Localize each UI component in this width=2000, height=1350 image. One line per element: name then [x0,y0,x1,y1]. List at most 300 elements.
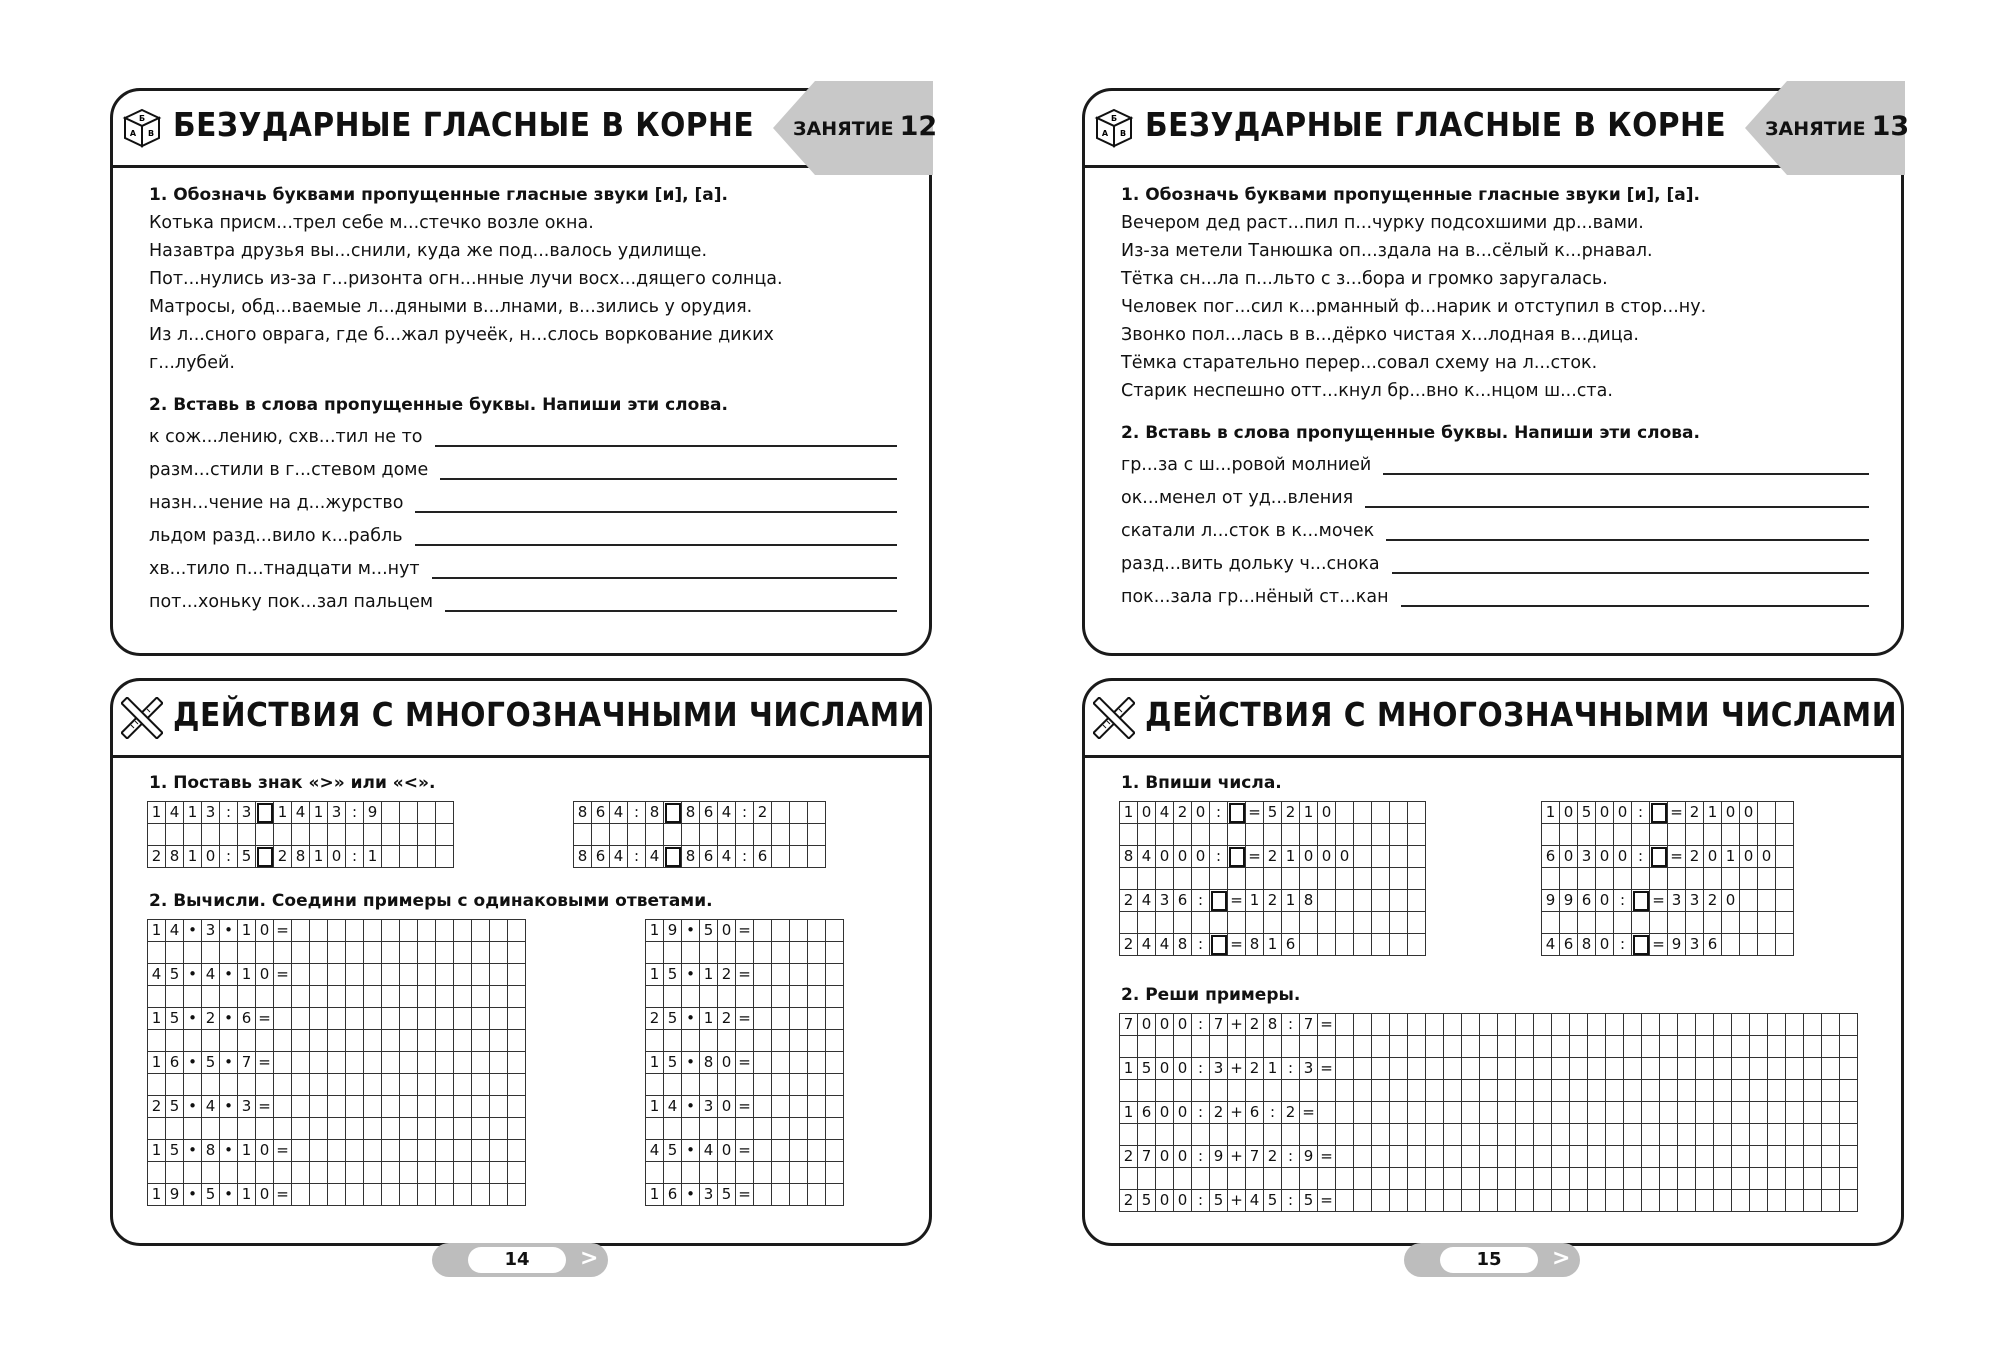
grid-cell[interactable] [436,1096,454,1118]
grid-cell[interactable]: = [736,1184,754,1206]
grid-cell[interactable]: 3 [1578,846,1596,868]
grid-cell[interactable]: = [736,1140,754,1162]
grid-cell[interactable] [718,986,736,1008]
grid-cell[interactable] [754,1096,772,1118]
grid-cell[interactable] [1120,1036,1138,1058]
grid-cell[interactable]: 0 [256,964,274,986]
grid-cell[interactable] [1390,912,1408,934]
grid-cell[interactable]: 8 [574,846,592,868]
grid-cell[interactable]: : [1282,1014,1300,1036]
grid-cell[interactable] [1614,868,1632,890]
grid-cell[interactable] [328,1052,346,1074]
grid-cell[interactable] [1336,934,1354,956]
grid-cell[interactable] [1210,824,1228,846]
grid-cell[interactable]: 2 [754,802,772,824]
grid-cell[interactable] [1776,868,1794,890]
grid-cell[interactable] [1372,802,1390,824]
grid-cell[interactable] [1498,1014,1516,1036]
grid-cell[interactable] [274,1030,292,1052]
grid-cell[interactable] [508,1140,526,1162]
grid-cell[interactable]: : [1282,1058,1300,1080]
grid-cell[interactable] [274,986,292,1008]
grid-cell[interactable]: 6 [1704,934,1722,956]
grid-cell[interactable]: 0 [718,1140,736,1162]
grid-cell[interactable] [592,824,610,846]
grid-cell[interactable] [1174,1036,1192,1058]
grid-cell[interactable] [436,986,454,1008]
grid-cell[interactable] [1776,934,1794,956]
grid-cell[interactable]: 8 [1246,934,1264,956]
grid-cell[interactable]: 1 [148,802,166,824]
grid-cell[interactable] [1632,890,1650,912]
grid-cell[interactable] [292,1008,310,1030]
grid-cell[interactable] [418,1052,436,1074]
grid-cell[interactable] [682,1074,700,1096]
grid-cell[interactable] [1606,1168,1624,1190]
grid-cell[interactable] [1606,1058,1624,1080]
grid-cell[interactable] [1480,1168,1498,1190]
grid-cell[interactable] [472,1184,490,1206]
grid-cell[interactable] [256,1030,274,1052]
grid-cell[interactable] [1786,1014,1804,1036]
grid-cell[interactable] [1822,1190,1840,1212]
grid-cell[interactable] [1758,868,1776,890]
grid-cell[interactable]: 1 [148,1184,166,1206]
grid-cell[interactable]: + [1228,1190,1246,1212]
grid-cell[interactable]: = [274,1184,292,1206]
grid-cell[interactable] [472,1118,490,1140]
grid-cell[interactable] [1372,1014,1390,1036]
grid-cell[interactable] [418,1162,436,1184]
grid-cell[interactable] [382,1074,400,1096]
grid-cell[interactable] [310,1030,328,1052]
grid-cell[interactable]: 4 [166,802,184,824]
grid-cell[interactable] [508,1184,526,1206]
grid-cell[interactable] [700,986,718,1008]
grid-cell[interactable] [1570,1190,1588,1212]
grid-cell[interactable] [1300,1168,1318,1190]
grid-cell[interactable]: 1 [700,964,718,986]
grid-cell[interactable] [1336,802,1354,824]
grid-cell[interactable]: 2 [1264,1146,1282,1168]
grid-cell[interactable]: 6 [664,1184,682,1206]
grid-cell[interactable] [184,1074,202,1096]
answer-line[interactable] [1386,521,1869,541]
grid-cell[interactable]: : [1282,1190,1300,1212]
grid-cell[interactable] [490,1118,508,1140]
compare-grid-right[interactable] [573,801,826,868]
grid-cell[interactable] [1210,934,1228,956]
grid-cell[interactable]: 9 [664,920,682,942]
grid-cell[interactable] [808,1008,826,1030]
grid-cell[interactable] [382,1184,400,1206]
grid-cell[interactable] [1192,912,1210,934]
grid-cell[interactable]: 2 [1246,1058,1264,1080]
grid-cell[interactable] [166,1074,184,1096]
grid-cell[interactable]: 0 [256,920,274,942]
grid-cell[interactable]: 0 [256,1140,274,1162]
grid-cell[interactable] [1498,1102,1516,1124]
grid-cell[interactable] [148,986,166,1008]
grid-cell[interactable]: 4 [718,802,736,824]
grid-cell[interactable] [364,942,382,964]
grid-cell[interactable]: 6 [1174,890,1192,912]
grid-cell[interactable]: 2 [1686,802,1704,824]
grid-cell[interactable] [1624,1124,1642,1146]
grid-cell[interactable] [1606,1014,1624,1036]
grid-cell[interactable] [1552,1080,1570,1102]
grid-cell[interactable] [418,1140,436,1162]
grid-cell[interactable]: 1 [184,802,202,824]
grid-cell[interactable] [454,942,472,964]
grid-cell[interactable]: + [1228,1058,1246,1080]
grid-cell[interactable] [790,1184,808,1206]
grid-cell[interactable] [292,1184,310,1206]
grid-cell[interactable] [1840,1102,1858,1124]
grid-cell[interactable] [166,942,184,964]
grid-cell[interactable] [1740,912,1758,934]
grid-cell[interactable] [826,1184,844,1206]
write-line[interactable] [149,493,897,513]
grid-cell[interactable]: 5 [1138,1190,1156,1212]
grid-cell[interactable] [790,1162,808,1184]
grid-cell[interactable] [1354,912,1372,934]
grid-cell[interactable] [1318,1124,1336,1146]
grid-cell[interactable] [220,942,238,964]
grid-cell[interactable] [826,1052,844,1074]
grid-cell[interactable] [826,1162,844,1184]
grid-cell[interactable] [1318,934,1336,956]
grid-cell[interactable] [1840,1058,1858,1080]
grid-cell[interactable] [454,1074,472,1096]
grid-cell[interactable] [1516,1058,1534,1080]
grid-cell[interactable] [1480,1014,1498,1036]
grid-cell[interactable] [682,1162,700,1184]
grid-cell[interactable]: 9 [1542,890,1560,912]
grid-cell[interactable] [490,964,508,986]
grid-cell[interactable] [364,1074,382,1096]
grid-cell[interactable] [1696,1124,1714,1146]
grid-cell[interactable]: 0 [1174,1102,1192,1124]
grid-cell[interactable] [400,1096,418,1118]
grid-cell[interactable]: 2 [1174,802,1192,824]
grid-cell[interactable] [328,920,346,942]
grid-cell[interactable] [682,986,700,1008]
grid-cell[interactable] [1336,1058,1354,1080]
grid-cell[interactable] [256,1118,274,1140]
grid-cell[interactable] [1372,1102,1390,1124]
grid-cell[interactable] [1354,890,1372,912]
grid-cell[interactable] [1660,1058,1678,1080]
grid-cell[interactable] [1372,824,1390,846]
write-line[interactable] [1121,521,1869,541]
grid-cell[interactable]: 5 [718,1184,736,1206]
grid-cell[interactable] [1686,912,1704,934]
grid-cell[interactable] [1390,802,1408,824]
grid-cell[interactable] [1156,1036,1174,1058]
grid-cell[interactable] [772,1184,790,1206]
grid-cell[interactable]: 4 [664,1096,682,1118]
grid-cell[interactable] [1840,1036,1858,1058]
grid-cell[interactable] [1570,1146,1588,1168]
grid-cell[interactable] [1758,934,1776,956]
grid-cell[interactable] [472,1162,490,1184]
grid-cell[interactable] [1840,1124,1858,1146]
grid-cell[interactable] [682,1118,700,1140]
grid-cell[interactable] [490,942,508,964]
grid-cell[interactable] [472,1140,490,1162]
grid-cell[interactable] [364,824,382,846]
grid-cell[interactable] [274,1096,292,1118]
grid-cell[interactable] [382,986,400,1008]
grid-cell[interactable] [808,824,826,846]
grid-cell[interactable] [808,1052,826,1074]
grid-cell[interactable]: = [1318,1146,1336,1168]
grid-cell[interactable] [826,964,844,986]
grid-cell[interactable] [1822,1036,1840,1058]
grid-cell[interactable] [754,1008,772,1030]
grid-cell[interactable] [1156,1080,1174,1102]
grid-cell[interactable]: : [1192,1014,1210,1036]
grid-cell[interactable]: • [220,920,238,942]
grid-cell[interactable] [628,824,646,846]
grid-cell[interactable] [1174,912,1192,934]
grid-cell[interactable] [1336,1080,1354,1102]
grid-cell[interactable] [772,1030,790,1052]
grid-cell[interactable] [1588,1036,1606,1058]
grid-cell[interactable] [826,920,844,942]
grid-cell[interactable] [274,1052,292,1074]
grid-cell[interactable]: 1 [1282,890,1300,912]
grid-cell[interactable]: 3 [1300,1058,1318,1080]
grid-cell[interactable] [1372,1124,1390,1146]
grid-cell[interactable] [1120,868,1138,890]
grid-cell[interactable] [1408,1102,1426,1124]
grid-cell[interactable]: 0 [1336,846,1354,868]
grid-cell[interactable] [826,1074,844,1096]
grid-cell[interactable]: 0 [718,920,736,942]
grid-cell[interactable] [1588,1124,1606,1146]
grid-cell[interactable] [274,1008,292,1030]
grid-cell[interactable] [328,824,346,846]
grid-cell[interactable] [1228,1168,1246,1190]
grid-cell[interactable] [1660,1014,1678,1036]
grid-cell[interactable] [646,1162,664,1184]
grid-cell[interactable] [754,1030,772,1052]
grid-cell[interactable] [1776,846,1794,868]
grid-cell[interactable] [148,1030,166,1052]
grid-cell[interactable] [454,920,472,942]
grid-cell[interactable] [772,986,790,1008]
grid-cell[interactable] [1138,1124,1156,1146]
grid-cell[interactable] [1390,934,1408,956]
grid-cell[interactable] [364,1096,382,1118]
grid-cell[interactable] [1480,1102,1498,1124]
grid-cell[interactable] [1570,1058,1588,1080]
grid-cell[interactable]: • [220,1008,238,1030]
grid-cell[interactable] [664,802,682,824]
grid-cell[interactable] [1336,868,1354,890]
grid-cell[interactable] [400,1074,418,1096]
answer-line[interactable] [1365,488,1869,508]
grid-cell[interactable] [490,1030,508,1052]
grid-cell[interactable]: 3 [328,802,346,824]
grid-cell[interactable] [346,1096,364,1118]
grid-cell[interactable]: : [736,846,754,868]
grid-cell[interactable] [1588,1058,1606,1080]
grid-cell[interactable] [1480,1124,1498,1146]
grid-cell[interactable] [238,824,256,846]
grid-cell[interactable] [1650,846,1668,868]
grid-cell[interactable]: 1 [238,920,256,942]
grid-cell[interactable] [1804,1058,1822,1080]
grid-cell[interactable] [1408,1124,1426,1146]
grid-cell[interactable] [1642,1058,1660,1080]
grid-cell[interactable] [490,1074,508,1096]
grid-cell[interactable] [472,1030,490,1052]
grid-cell[interactable]: 4 [646,1140,664,1162]
grid-cell[interactable] [310,920,328,942]
grid-cell[interactable]: 1 [1120,1102,1138,1124]
grid-cell[interactable] [682,942,700,964]
grid-cell[interactable] [1776,802,1794,824]
grid-cell[interactable] [166,1162,184,1184]
grid-cell[interactable] [1354,1190,1372,1212]
grid-cell[interactable] [418,1008,436,1030]
grid-cell[interactable] [1822,1058,1840,1080]
grid-cell[interactable]: 6 [592,846,610,868]
grid-cell[interactable]: 4 [202,1096,220,1118]
grid-cell[interactable] [1768,1080,1786,1102]
grid-cell[interactable] [1840,1146,1858,1168]
grid-cell[interactable] [1426,1058,1444,1080]
grid-cell[interactable] [1390,1102,1408,1124]
grid-cell[interactable]: : [1210,846,1228,868]
grid-cell[interactable]: = [1228,890,1246,912]
grid-cell[interactable]: • [682,920,700,942]
grid-cell[interactable]: 1 [310,846,328,868]
grid-cell[interactable] [1138,912,1156,934]
grid-cell[interactable] [1750,1124,1768,1146]
grid-cell[interactable]: : [1614,934,1632,956]
grid-cell[interactable] [364,1118,382,1140]
grid-cell[interactable] [1776,912,1794,934]
grid-cell[interactable] [1408,802,1426,824]
grid-cell[interactable] [1444,1190,1462,1212]
write-line[interactable] [149,559,897,579]
grid-cell[interactable] [436,1162,454,1184]
answer-line[interactable] [445,592,897,612]
grid-cell[interactable] [1596,912,1614,934]
grid-cell[interactable] [1560,824,1578,846]
grid-cell[interactable] [1390,1080,1408,1102]
grid-cell[interactable] [382,802,400,824]
grid-cell[interactable] [184,942,202,964]
grid-cell[interactable] [1714,1146,1732,1168]
grid-cell[interactable] [1714,1014,1732,1036]
answer-line[interactable] [415,526,897,546]
grid-cell[interactable] [1138,1080,1156,1102]
next-arrow-icon[interactable]: > [580,1246,599,1271]
grid-cell[interactable]: : [1192,1102,1210,1124]
grid-cell[interactable] [382,846,400,868]
grid-cell[interactable] [1678,1102,1696,1124]
grid-cell[interactable] [166,986,184,1008]
grid-cell[interactable] [1246,912,1264,934]
grid-cell[interactable] [382,1096,400,1118]
grid-cell[interactable] [1822,1168,1840,1190]
grid-cell[interactable] [754,964,772,986]
grid-cell[interactable]: 0 [1722,802,1740,824]
grid-cell[interactable]: • [184,1008,202,1030]
grid-cell[interactable]: = [1228,934,1246,956]
grid-cell[interactable] [310,1118,328,1140]
grid-cell[interactable] [418,1096,436,1118]
grid-cell[interactable] [1642,1146,1660,1168]
grid-cell[interactable] [754,1140,772,1162]
grid-cell[interactable] [1750,1146,1768,1168]
grid-cell[interactable]: 1 [238,1184,256,1206]
grid-cell[interactable] [400,1008,418,1030]
grid-cell[interactable]: 8 [574,802,592,824]
grid-cell[interactable] [664,1118,682,1140]
grid-cell[interactable]: 8 [1120,846,1138,868]
grid-cell[interactable] [1696,1058,1714,1080]
grid-cell[interactable] [1758,824,1776,846]
grid-cell[interactable] [808,1030,826,1052]
grid-cell[interactable] [238,1162,256,1184]
grid-cell[interactable]: 8 [682,802,700,824]
grid-cell[interactable] [1642,1036,1660,1058]
grid-cell[interactable]: : [736,802,754,824]
grid-cell[interactable] [1596,868,1614,890]
grid-cell[interactable] [1534,1036,1552,1058]
grid-cell[interactable] [328,1140,346,1162]
grid-cell[interactable] [1462,1036,1480,1058]
grid-cell[interactable] [382,942,400,964]
grid-cell[interactable]: 3 [1210,1058,1228,1080]
grid-cell[interactable] [826,1008,844,1030]
grid-cell[interactable]: 0 [1596,802,1614,824]
grid-cell[interactable] [808,1162,826,1184]
grid-cell[interactable]: 0 [1156,1014,1174,1036]
grid-cell[interactable] [418,920,436,942]
grid-cell[interactable] [1776,824,1794,846]
grid-cell[interactable] [1156,824,1174,846]
grid-cell[interactable] [808,964,826,986]
grid-cell[interactable] [418,1118,436,1140]
grid-cell[interactable] [1372,868,1390,890]
grid-cell[interactable] [1462,1102,1480,1124]
grid-cell[interactable] [1624,1080,1642,1102]
write-line[interactable] [1121,455,1869,475]
solve-grid[interactable] [1119,1013,1858,1212]
grid-cell[interactable]: 2 [718,964,736,986]
grid-cell[interactable]: + [1228,1014,1246,1036]
grid-cell[interactable] [346,1184,364,1206]
grid-cell[interactable] [1660,1124,1678,1146]
grid-cell[interactable] [1156,1168,1174,1190]
grid-cell[interactable] [1732,1080,1750,1102]
grid-cell[interactable] [700,1074,718,1096]
grid-cell[interactable] [1758,912,1776,934]
grid-cell[interactable] [1264,1036,1282,1058]
grid-cell[interactable]: = [736,1096,754,1118]
grid-cell[interactable]: = [1650,890,1668,912]
grid-cell[interactable] [1498,1190,1516,1212]
grid-cell[interactable] [508,1008,526,1030]
grid-cell[interactable] [1696,1190,1714,1212]
